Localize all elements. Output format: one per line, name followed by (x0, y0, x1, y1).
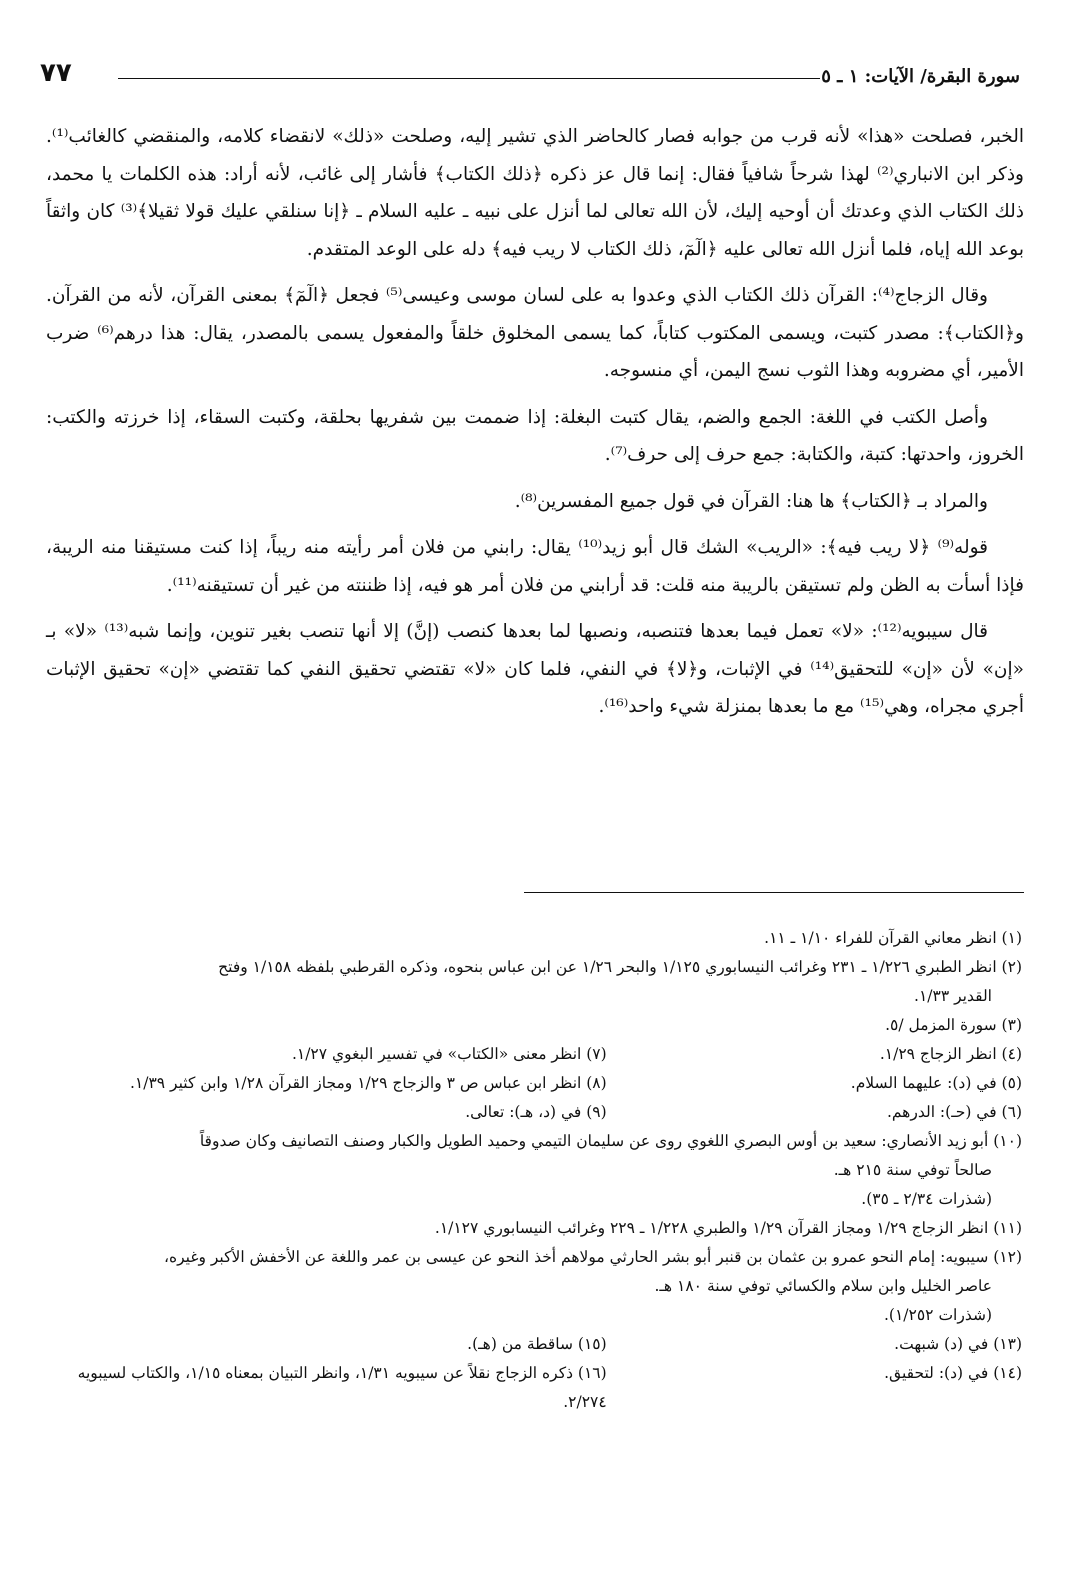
footnote-row (46, 1040, 1022, 1069)
footnote: (١١) انظر الزجاج ١/٢٩ ومجاز القرآن ١/٢٩ والطبري ١/٢٢٨ ـ ٢٢٩ وغرائب النيسابوري ١/١٢٧. (434, 1219, 1022, 1237)
header-rule (118, 78, 820, 79)
footnote: (١٣) في (د) شبهت. (894, 1335, 1022, 1353)
footnote: (١٢) سيبويه: إمام النحو عمرو بن عثمان بن قنبر أبو بشر الحارثي مولاهم أخذ النحو عن عيسى بن عمر واللغة عن الأخفش الأكبر وغيره، (164, 1248, 1022, 1266)
footnote-row (46, 1330, 1022, 1359)
footnote: (٦) في (حـ): الدرهم. (886, 1103, 1022, 1121)
footnote: (٤) انظر الزجاج ١/٢٩. (879, 1045, 1022, 1063)
footnote-continuation: صالحاً توفي سنة ٢١٥ هـ. (833, 1161, 992, 1179)
footnote-continuation: (شذرات ٢/٣٤ ـ ٣٥). (861, 1190, 992, 1208)
footnote: (١) انظر معاني القرآن للفراء ١/١٠ ـ ١١. (764, 929, 1022, 947)
footnote: (٧) انظر معنى «الكتاب» في تفسير البغوي ١/٢٧. (291, 1045, 607, 1063)
running-title: سورة البقرة/ الآيات: ١ ـ ٥ (821, 66, 1020, 87)
page-header (40, 58, 1020, 98)
footnote: (٢) انظر الطبري ١/٢٢٦ ـ ٢٣١ وغرائب النيسابوري ١/١٢٥ والبحر ١/٢٦ عن ابن عباس بنحوه، وذكره القرطبي بلفظه ١/١٥٨ وفتح (218, 958, 1022, 976)
paragraph: وأصل الكتب في اللغة: الجمع والضم، يقال كتبت البغلة: إذا ضممت بين شفريها بحلقة، وكتبت السقاء، إذا خرزته والكتب: الخروز، واحدتها: كتبة، والكتابة: جمع حرف إلى حرف⁽⁷⁾. (46, 406, 1024, 465)
page-number: ٧٧ (40, 58, 72, 88)
footnote: (١٥) ساقطة من (هـ). (467, 1335, 607, 1353)
footnote: (٣) سورة المزمل /٥. (885, 1016, 1022, 1034)
footnote-divider (524, 892, 1024, 893)
footnote-continuation: (شذرات ١/٢٥٢). (884, 1306, 992, 1324)
footnotes (46, 924, 1022, 1417)
footnote: (١٤) في (د): لتحقيق. (884, 1364, 1022, 1382)
footnote: (٨) انظر ابن عباس ص ٣ والزجاج ١/٢٩ ومجاز القرآن ١/٢٨ وابن كثير ١/٣٩. (129, 1074, 607, 1092)
footnote: (٩) في (د، هـ): تعالى. (465, 1103, 607, 1121)
footnote: (٥) في (د): عليهما السلام. (850, 1074, 1022, 1092)
paragraph: والمراد بـ ﴿الكتاب﴾ ها هنا: القرآن في قول جميع المفسرين⁽⁸⁾. (514, 490, 988, 512)
footnote: (١٦) ذكره الزجاج نقلاً عن سيبويه ١/٣١، وانظر التبيان بمعناه ١/١٥، والكتاب لسيبويه ٢/٢٧٤. (77, 1364, 607, 1411)
footnote-row (46, 1359, 1022, 1417)
paragraph: قوله⁽⁹⁾ ﴿لا ريب فيه﴾: «الريب» الشك قال أبو زيد⁽¹⁰⁾ يقال: رابني من فلان أمر رأيته منه ريباً، إذا كنت مستيقنا منه الريبة، فإذا أسأت به الظن ولم تستيقن بالريبة منه قلت: قد أرابني من فلان أمر هو فيه، إذا ظننته من غير أن تستيقنه⁽¹¹⁾. (46, 537, 1024, 596)
footnote-row (46, 1098, 1022, 1127)
footnote: (١٠) أبو زيد الأنصاري: سعيد بن أوس البصري اللغوي روى عن سليمان التيمي وحميد الطويل والكبار وصنف التصانيف وكان صدوقاً (199, 1132, 1022, 1150)
paragraph: الخبر، فصلحت «هذا» لأنه قرب من جوابه فصار كالحاضر الذي تشير إليه، وصلحت «ذلك» لانقضاء كلامه، والمنقضي كالغائب⁽¹⁾. وذكر ابن الانباري⁽²⁾ لهذا شرحاً شافياً فقال: إنما قال عز ذكره ﴿ذلك الكتاب﴾ فأشار إلى غائب، لأنه أراد: هذه الكلمات يا محمد، ذلك الكتاب الذي وعدتك أن أوحيه إليك، لأن الله تعالى لما أنزل على نبيه ـ عليه السلام ـ ﴿إنا سنلقي عليك قولا ثقيلا﴾⁽³⁾ كان واثقاً بوعد الله إياه، فلما أنزل الله تعالى عليه ﴿الٓمٓ، ذلك الكتاب لا ريب فيه﴾ دله على الوعد المتقدم. (46, 126, 1024, 260)
footnote-continuation: القدير ١/٣٣. (914, 987, 992, 1005)
footnote-continuation: عاصر الخليل وابن سلام والكسائي توفي سنة ١٨٠ هـ. (654, 1277, 992, 1295)
main-text (46, 118, 1024, 735)
paragraph: قال سيبويه⁽¹²⁾: «لا» تعمل فيما بعدها فتنصبه، ونصبها لما بعدها كنصب (إنَّ) إلا أنها تنصب بغير تنوين، وإنما شبه⁽¹³⁾ «لا» بـ «إن» لأن «إن» للتحقيق⁽¹⁴⁾ في الإثبات، و﴿لا﴾ في النفي، فلما كان «لا» تقتضي تحقيق النفي كما تقتضي «إن» تحقيق الإثبات أجري مجراه، وهي⁽¹⁵⁾ مع ما بعدها بمنزلة شيء واحد⁽¹⁶⁾. (46, 621, 1024, 717)
paragraph: وقال الزجاج⁽⁴⁾: القرآن ذلك الكتاب الذي وعدوا به على لسان موسى وعيسى⁽⁵⁾ فجعل ﴿الٓمٓ﴾ بمعنى القرآن، لأنه من القرآن. و﴿الكتاب﴾: مصدر كتبت، ويسمى المكتوب كتاباً، كما يسمى المخلوق خلقاً والمفعول يسمى بالمصدر، يقال: هذا درهم⁽⁶⁾ ضرب الأمير، أي مضروبه وهذا الثوب نسج اليمن، أي منسوجه. (46, 285, 1024, 381)
footnote-row (46, 1069, 1022, 1098)
